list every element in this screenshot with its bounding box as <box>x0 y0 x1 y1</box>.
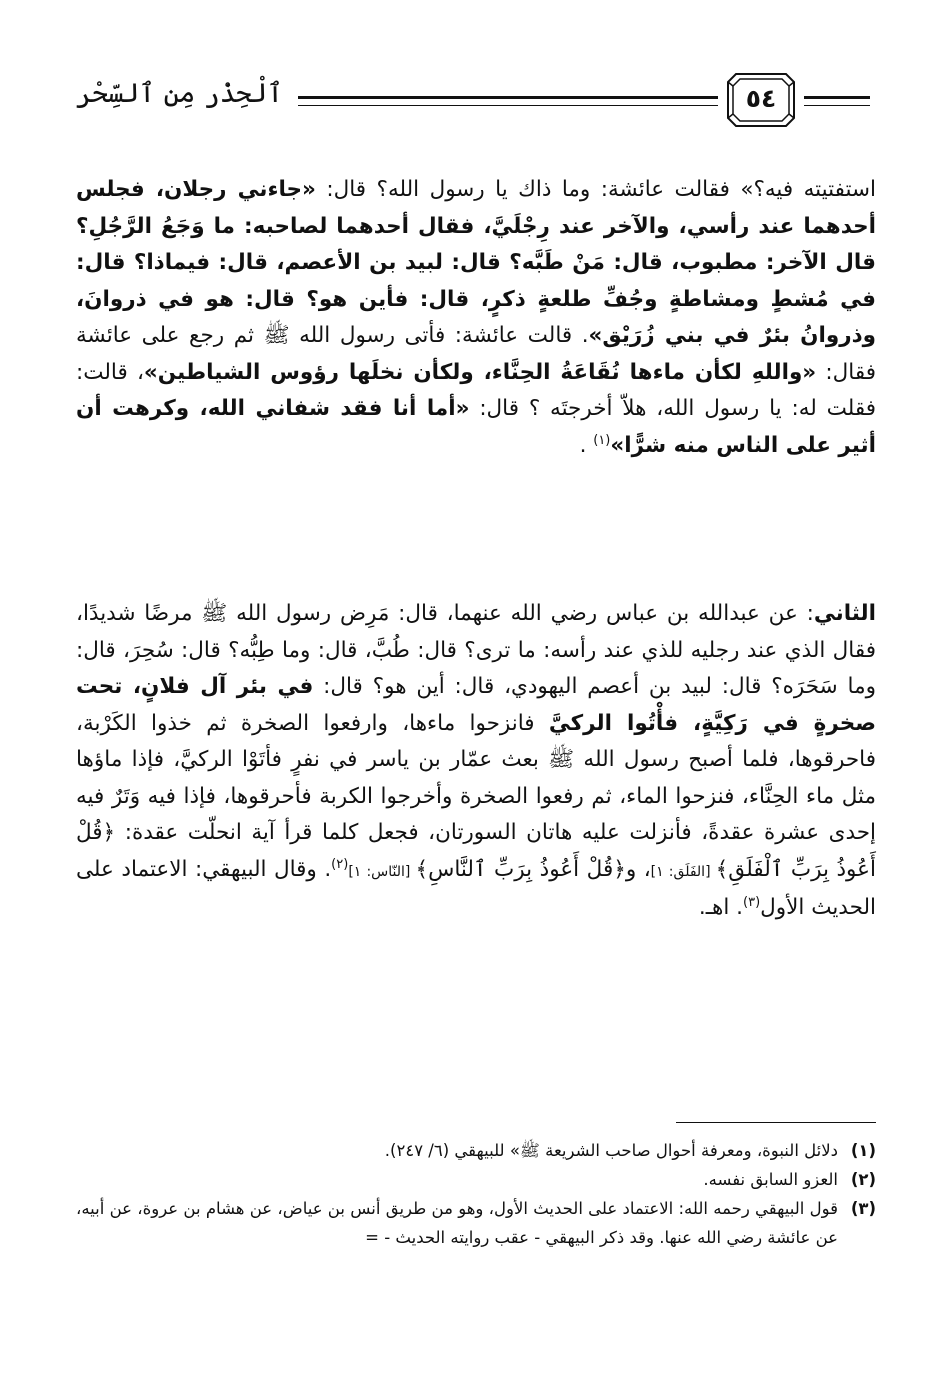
running-header <box>76 72 876 136</box>
footnotes <box>76 1136 876 1252</box>
text-run: . قالت عائشة: فأتى رسول الله ﷺ ثم رجع على عائشة فقال: <box>76 323 876 385</box>
quran-verse: ﴿قُلْ أَعُوذُ بِرَبِّ ٱلْفَلَقِ﴾ <box>76 820 876 882</box>
hadith-quote: «أما أنا فقد شفاني الله، وكرهت أن أثير على الناس منه شرًّا» <box>76 396 876 458</box>
hadith-quote: «واللهِ لكأن ماءها نُقَاعَةُ الحِنَّاء، ولكأن نخلَها رؤوس الشياطين» <box>143 359 817 385</box>
footnote-number: (١) <box>850 1141 876 1160</box>
text-run: . <box>579 432 594 458</box>
quran-verse: ﴿قُلْ أَعُوذُ بِرَبِّ ٱلنَّاسِ﴾ <box>415 856 626 882</box>
text-run: . وقال البيهقي: الاعتماد على الحديث الأول <box>76 856 876 920</box>
page-number-frame <box>726 72 796 128</box>
footnote-number: (٣) <box>850 1199 876 1218</box>
text-run: . اهـ. <box>698 895 743 920</box>
footnote <box>76 1165 876 1194</box>
footnote-separator <box>676 1122 876 1123</box>
header-rule <box>804 96 870 106</box>
text-run: فانزحوا ماءها، وارفعوا الصخرة ثم خذوا الكَرْبة، فاحرقوها، فلما أصبح رسول الله ﷺ بعث عمّار بن ياسر في نفرٍ فأتَوْا الركيَّ، فإذا ماؤها مثل ماء الحِنَّاء، فنزحوا الماء، ثم رفعوا الصخرة وأخرجوا الكربة فأحرقوها، فإذا فيه وَتَرٌ فيه إحدى عشرة عقدةً، فأنزلت عليه هاتان السورتان، فجعل كلما قرأ آية انحلّت عقدة: <box>76 710 876 845</box>
text-run: استفتيته فيه؟» فقالت عائشة: وما ذاك يا رسول الله؟ قال: <box>315 177 876 202</box>
section-lead: الثاني <box>813 601 876 626</box>
footnote-ref: (٢) <box>331 856 349 872</box>
paragraph-1 <box>76 172 876 464</box>
footnote-ref: (١) <box>593 432 611 448</box>
verse-reference: [الفَلَق: ١] <box>650 863 716 880</box>
header-rule <box>298 96 718 106</box>
footnote <box>76 1194 876 1252</box>
footnote-number: (٢) <box>850 1170 876 1189</box>
footnote-ref: (٣) <box>743 894 761 910</box>
footnote-text: دلائل النبوة، ومعرفة أحوال صاحب الشريعة ﷺ» للبيهقي (٦/ ٢٤٧). <box>384 1141 838 1160</box>
running-title: ٱلْحِذْر مِن ٱلسِّحْر <box>76 78 284 109</box>
text-run: ، قالت: فقلت له: يا رسول الله، هلاّ أخرجتَه ؟ قال: <box>76 359 876 421</box>
verse-reference: [النّاس: ١] <box>348 863 416 880</box>
footnote <box>76 1136 876 1165</box>
text-run: : عن عبدالله بن عباس رضي الله عنهما، قال: مَرِض رسول الله ﷺ مرضًا شديدًا، فقال الذي عند رجليه للذي عند رأسه: ما ترى؟ قال: طُبَّ، قال: وما طِبُّه؟ قال: سُحِرَ، قال: وما سَحَرَه؟ قال: لبيد بن أعصم اليهودي، قال: أين هو؟ قال: <box>76 601 876 699</box>
paragraph-2 <box>76 596 876 927</box>
page-number: ٥٤ <box>745 84 777 113</box>
hadith-quote: في بئر آل فلانٍ، تحت صخرةٍ في رَكِيَّةٍ، فأْتُوا الركيَّ <box>76 674 877 736</box>
text-run: ، و <box>625 856 651 882</box>
footnote-text: العزو السابق نفسه. <box>703 1170 838 1189</box>
footnote-text: قول البيهقي رحمه الله: الاعتماد على الحديث الأول، وهو من طريق أنس بن عياض، عن هشام بن عروة، عن أبيه، عن عائشة رضي الله عنها. وقد ذكر البيهقي - عقب روايته الحديث - = <box>76 1199 838 1247</box>
hadith-quote: «جاءني رجلان، فجلس أحدهما عند رأسي، والآخر عند رِجْلَيَّ، فقال أحدهما لصاحبه: ما وَجَعُ الرَّجُلِ؟ قال الآخر: مطبوب، قال: مَنْ طَبَّه؟ قال: لبيد بن الأعصم، قال: فيماذا؟ قال: في مُشطٍ ومشاطةٍ وجُفِّ طلعةٍ ذكرٍ، قال: فأين هو؟ قال: هو في ذروانَ، وذروانُ بئرٌ في بني زُرَيْق» <box>76 177 876 348</box>
